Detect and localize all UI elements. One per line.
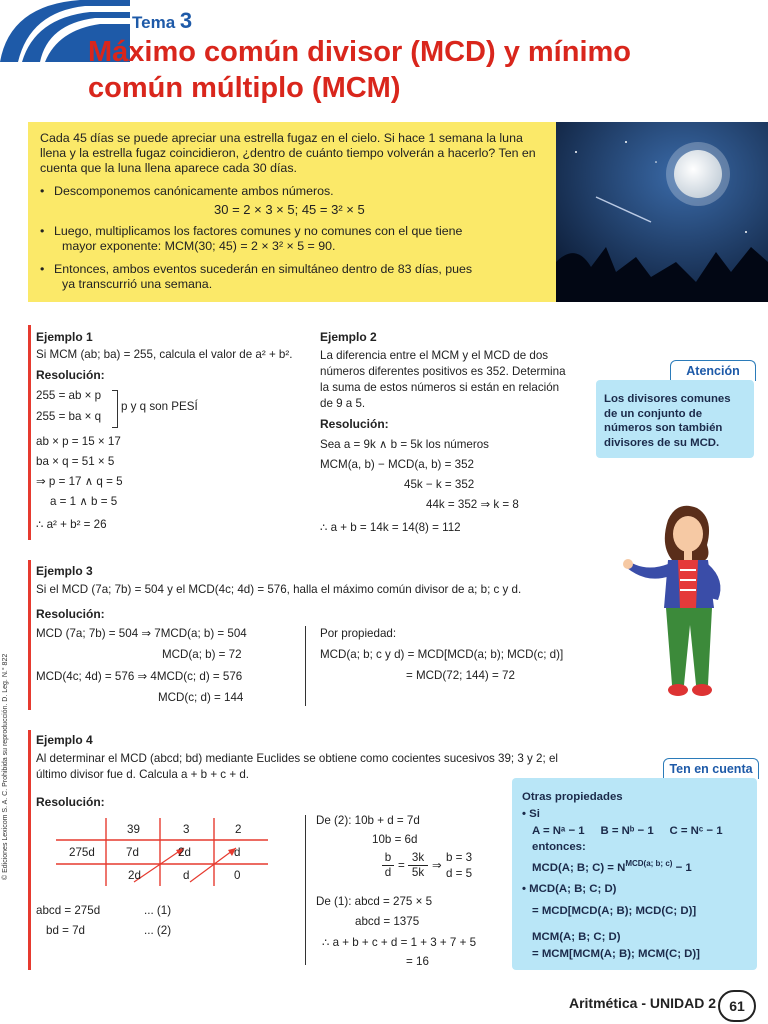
- example-4-eq-2-ref: ... (2): [144, 924, 172, 937]
- example-4-eq-2: bd = 7d: [46, 924, 86, 937]
- fraction-3k-num: 3k: [408, 851, 428, 866]
- example-1-bar: [28, 325, 31, 540]
- example-3-line-2: MCD(a; b) = 72: [162, 648, 242, 661]
- example-3-right-3: = MCD(72; 144) = 72: [406, 669, 515, 682]
- example-4-right-5: abcd = 1375: [355, 915, 420, 928]
- example-1-statement: Si MCM (ab; ba) = 255, calcula el valor de a² + b².: [36, 348, 293, 361]
- example-4-right-1: De (2): 10b + d = 7d: [316, 814, 420, 827]
- example-1-brace: [112, 390, 118, 428]
- intro-problem-text: Cada 45 días se puede apreciar una estrella fugaz en el cielo. Si hace 1 semana la luna llena y la estrella fugaz coincidieron, ¿dentro de cuánto tiempo volverán a hacerlo? Ten en cuenta que la luna llena aparece cada 30 días.: [40, 131, 536, 175]
- example-1-line-2: 255 = ba × q: [36, 410, 102, 423]
- example-3-divider: [305, 626, 306, 706]
- example-4-resolution-label: Resolución:: [36, 795, 105, 809]
- table-divisor-3: d: [234, 846, 241, 859]
- example-2-result: ∴ a + b = 14k = 14(8) = 112: [320, 521, 461, 534]
- example-4-b-value: b = 3: [446, 851, 473, 864]
- attention-text: Los divisores comunes de un conjunto de números son también divisores de su MCD.: [604, 393, 731, 449]
- copyright-notice: © Ediciones Lexicom S. A. C. Prohibida su reproducción. D. Leg. N.° 822: [2, 653, 9, 880]
- example-1-line-5: ⇒ p = 17 ∧ q = 5: [36, 475, 123, 488]
- keep-in-mind-formula: MCD(A; B; $C) = N^{MCD(a; b; c)} - 1$: [532, 859, 692, 874]
- example-4-right-2: 10b = 6d: [372, 833, 418, 846]
- example-3-line-1: MCD (7a; 7b) = 504 ⇒ 7MCD(a; b) = 504: [36, 627, 247, 640]
- example-3-line-4: MCD(c; d) = 144: [158, 691, 244, 704]
- example-4-eq-1: abcd = 275d: [36, 904, 101, 917]
- example-4-statement: Al determinar el MCD (abcd; bd) mediante Euclides se obtiene como cocientes sucesivos 39; 3 y 2; el último divisor fue d. Calcula a + b + c + d.: [36, 752, 558, 781]
- example-4-d-value: d = 5: [446, 867, 473, 880]
- fraction-implies: ⇒: [432, 859, 442, 872]
- example-1-result: ∴ a² + b² = 26: [36, 518, 107, 531]
- keep-in-mind-mcd-4: • MCD(A; B; C; D): [522, 883, 617, 895]
- keep-in-mind-definitions: A = Nᵃ − 1 B = Nᵇ − 1 C = Nᶜ − 1: [532, 825, 723, 837]
- keep-in-mind-entonces: entonces:: [532, 841, 586, 853]
- example-3-line-3: MCD(4c; 4d) = 576 ⇒ 4MCD(c; d) = 576: [36, 670, 243, 683]
- example-4-result: = 16: [406, 955, 429, 968]
- example-3-right-2: MCD(a; b; c y d) = MCD[MCD(a; b); MCD(c; d)]: [320, 648, 564, 661]
- intro-bullet-1: • Descomponemos canónicamente ambos números.: [40, 184, 334, 198]
- example-2-line-2: MCM(a, b) − MCD(a, b) = 352: [320, 458, 474, 471]
- table-remainder-2: d: [183, 869, 190, 882]
- example-4-heading: Ejemplo 4: [36, 733, 93, 747]
- keep-in-mind-tab: Ten en cuenta: [663, 758, 759, 779]
- example-4-right-6: ∴ a + b + c + d = 1 + 3 + 7 + 5: [322, 936, 477, 949]
- example-4-eq-1-ref: ... (1): [144, 904, 172, 917]
- topic-label: Tema 3: [132, 8, 193, 33]
- example-3-bar: [28, 560, 31, 710]
- example-2-line-4: 44k = 352 ⇒ k = 8: [426, 498, 519, 511]
- example-2-resolution-label: Resolución:: [320, 417, 389, 431]
- intro-bullet-3: • Entonces, ambos eventos sucederán en simultáneo dentro de 83 días, pues ya transcurrió una semana.: [40, 262, 473, 291]
- example-1-pesi: p y q son PESÍ: [121, 400, 198, 413]
- keep-in-mind-mcm-4-result: = MCM[MCM(A; B); MCM(C; D)]: [532, 948, 700, 960]
- example-1-line-6: a = 1 ∧ b = 5: [50, 495, 118, 508]
- example-1-line-1: 255 = ab × p: [36, 389, 102, 402]
- table-quotient-2: 3: [183, 823, 190, 836]
- fraction-d-den: d: [384, 866, 392, 879]
- example-3-right-1: Por propiedad:: [320, 627, 397, 640]
- night-sky-image: [556, 122, 768, 302]
- example-2-line-3: 45k − k = 352: [404, 478, 475, 491]
- keep-in-mind-mcm-4: MCM(A; B; C; D): [532, 931, 621, 943]
- fraction-5k-den: 5k: [411, 866, 425, 879]
- table-quotient-1: 39: [127, 823, 140, 836]
- keep-in-mind-si: • Si: [522, 808, 540, 820]
- table-divisor-2: 2d: [178, 846, 191, 859]
- example-2-heading: Ejemplo 2: [320, 330, 377, 344]
- table-remainder-1: 2d: [128, 869, 141, 882]
- page-number: 61: [718, 990, 756, 1022]
- table-remainder-3: 0: [234, 869, 241, 882]
- keep-in-mind-mcd-4-result: = MCD[MCD(A; B); MCD(C; D)]: [532, 905, 697, 917]
- page-title: Máximo común divisor (MCD) y mínimo común múltiplo (MCM): [88, 36, 631, 104]
- example-2-line-1: Sea a = 9k ∧ b = 5k los números: [320, 438, 489, 451]
- student-illustration: [622, 500, 742, 705]
- example-4-divider: [305, 815, 306, 965]
- example-4-bar: [28, 730, 31, 970]
- example-2-statement: La diferencia entre el MCM y el MCD de dos números diferentes positivos es 352. Determina la suma de estos números si están en relación de 9 a 5.: [320, 349, 566, 410]
- fraction-equals: =: [398, 859, 405, 872]
- attention-tab: Atención: [670, 360, 756, 381]
- example-1-line-4: ba × q = 51 × 5: [36, 455, 115, 468]
- fraction-b-num: b: [382, 851, 394, 866]
- keep-in-mind-title: Otras propiedades: [522, 791, 623, 803]
- example-3-heading: Ejemplo 3: [36, 564, 93, 578]
- example-1-line-3: ab × p = 15 × 17: [36, 435, 121, 448]
- table-quotient-3: 2: [235, 823, 242, 836]
- example-3-resolution-label: Resolución:: [36, 607, 105, 621]
- example-1-heading: Ejemplo 1: [36, 330, 93, 344]
- example-4-right-4: De (1): abcd = 275 × 5: [316, 895, 433, 908]
- footer-subject: Aritmética - UNIDAD 2: [568, 995, 716, 1011]
- intro-bullet-2: • Luego, multiplicamos los factores comunes y no comunes con el que tiene mayor exponente: MCM(30; 45) = 2 × 3² × 5 = 90.: [40, 224, 463, 253]
- table-dividend: 275d: [69, 846, 95, 859]
- example-3-statement: Si el MCD (7a; 7b) = 504 y el MCD(4c; 4d) = 576, halla el máximo común divisor de a; b; c y d.: [36, 583, 522, 596]
- example-1-resolution-label: Resolución:: [36, 368, 105, 382]
- table-divisor-1: 7d: [126, 846, 139, 859]
- intro-equation: 30 = 2 × 3 × 5; 45 = 3² × 5: [214, 202, 365, 217]
